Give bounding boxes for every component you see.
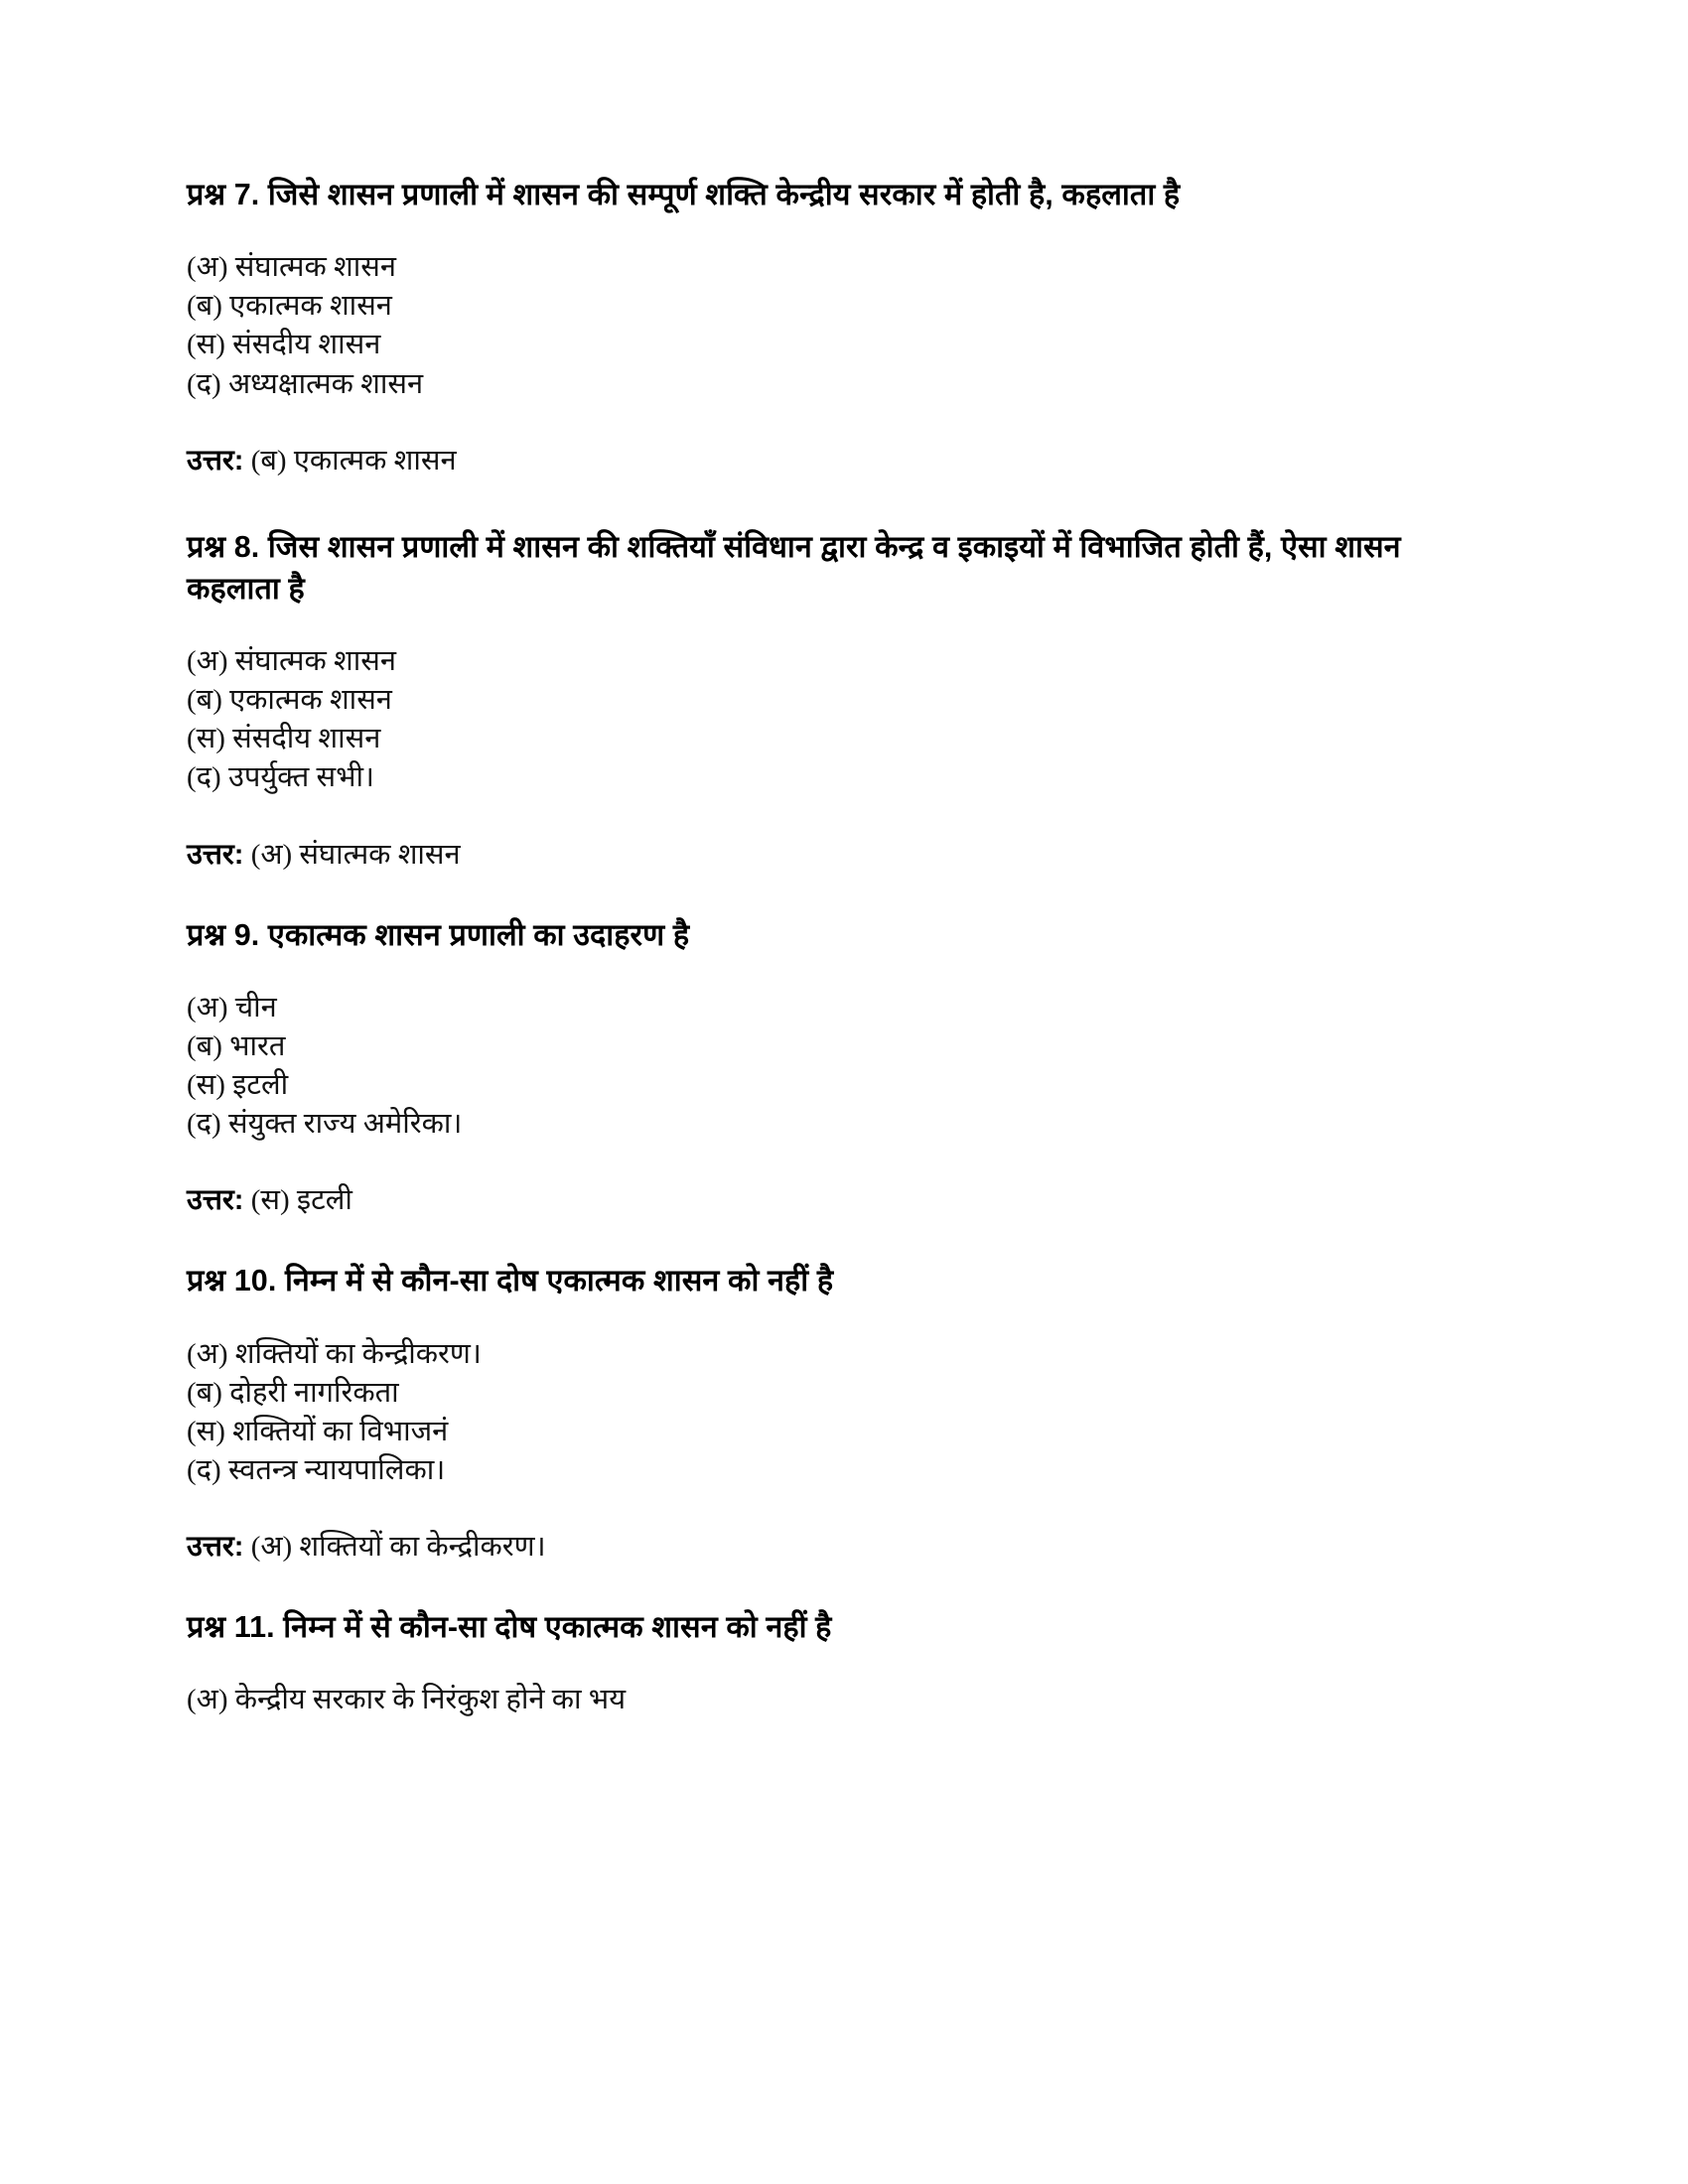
option-item[interactable]: (अ) संघात्मक शासन — [187, 644, 396, 677]
option-item[interactable]: (द) उपर्युक्त सभी। — [187, 761, 374, 794]
question-block-q10 — [187, 1260, 1507, 1567]
option-item[interactable]: (ब) एकात्मक शासन — [187, 290, 392, 323]
spacer — [187, 1144, 1507, 1181]
spacer — [187, 798, 1507, 836]
document-content — [187, 174, 1507, 1719]
answer-line — [187, 1528, 1507, 1567]
option-item[interactable]: (स) शक्तियों का विभाजनं — [187, 1415, 449, 1447]
answer-text: (स) इटली — [250, 1184, 352, 1217]
spacer — [187, 1490, 1507, 1528]
option-item[interactable]: (स) संसदीय शासन — [187, 723, 381, 755]
option-list — [187, 1335, 1507, 1491]
option-item[interactable]: (द) स्वतन्त्र न्यायपालिका। — [187, 1453, 446, 1486]
spacer — [187, 1648, 1507, 1681]
question-heading: प्रश्न 7. जिसे शासन प्रणाली में शासन की सम्पूर्ण शक्ति केन्द्रीय सरकार में होती है, कहलाता है — [187, 178, 1181, 211]
answer-label: उत्तर: — [187, 1184, 244, 1217]
spacer — [187, 215, 1507, 248]
answer-text: (ब) एकात्मक शासन — [250, 444, 457, 477]
answer-text: (अ) शक्तियों का केन्द्रीकरण। — [250, 1531, 546, 1564]
option-item[interactable]: (अ) संघात्मक शासन — [187, 251, 396, 284]
question-heading: प्रश्न 10. निम्न में से कौन-सा दोष एकात्मक शासन को नहीं है — [187, 1264, 834, 1298]
spacer — [187, 875, 1507, 914]
question-heading: प्रश्न 8. जिस शासन प्रणाली में शासन की शक्तियाँ संविधान द्वारा केन्द्र व इकाइयों में विभाजित होती हैं, ऐसा शासन कहलाता है — [187, 529, 1401, 606]
option-item[interactable]: (ब) एकात्मक शासन — [187, 684, 392, 717]
answer-label: उत्तर: — [187, 838, 244, 871]
option-item[interactable]: (द) अध्यक्षात्मक शासन — [187, 367, 424, 400]
answer-line — [187, 836, 1507, 875]
spacer — [187, 610, 1507, 642]
question-heading: प्रश्न 9. एकात्मक शासन प्रणाली का उदाहरण है — [187, 917, 690, 952]
option-list — [187, 1681, 1507, 1719]
option-list — [187, 248, 1507, 404]
answer-label: उत्तर: — [187, 1531, 244, 1564]
spacer — [187, 404, 1507, 442]
option-item[interactable]: (ब) दोहरी नागरिकता — [187, 1376, 399, 1409]
option-item[interactable]: (स) इटली — [187, 1069, 289, 1101]
question-heading: प्रश्न 11. निम्न में से कौन-सा दोष एकात्मक शासन को नहीं है — [187, 1610, 832, 1645]
spacer — [187, 956, 1507, 989]
answer-text: (अ) संघात्मक शासन — [250, 838, 461, 871]
spacer — [187, 1220, 1507, 1260]
answer-label: उत्तर: — [187, 444, 244, 477]
option-item[interactable]: (अ) केन्द्रीय सरकार के निरंकुश होने का भय — [187, 1684, 627, 1716]
option-item[interactable]: (स) संसदीय शासन — [187, 329, 381, 361]
spacer — [187, 1302, 1507, 1335]
option-item[interactable]: (अ) शक्तियों का केन्द्रीकरण। — [187, 1337, 482, 1370]
option-item[interactable]: (द) संयुक्त राज्य अमेरिका। — [187, 1108, 463, 1141]
question-block-q11 — [187, 1606, 1507, 1719]
answer-line — [187, 442, 1507, 480]
question-block-q8 — [187, 526, 1507, 875]
option-list — [187, 642, 1507, 798]
question-block-q7 — [187, 174, 1507, 480]
question-block-q9 — [187, 914, 1507, 1221]
option-list — [187, 989, 1507, 1145]
spacer — [187, 1567, 1507, 1606]
answer-line — [187, 1181, 1507, 1220]
option-item[interactable]: (अ) चीन — [187, 991, 277, 1024]
option-item[interactable]: (ब) भारत — [187, 1029, 286, 1062]
spacer — [187, 480, 1507, 526]
